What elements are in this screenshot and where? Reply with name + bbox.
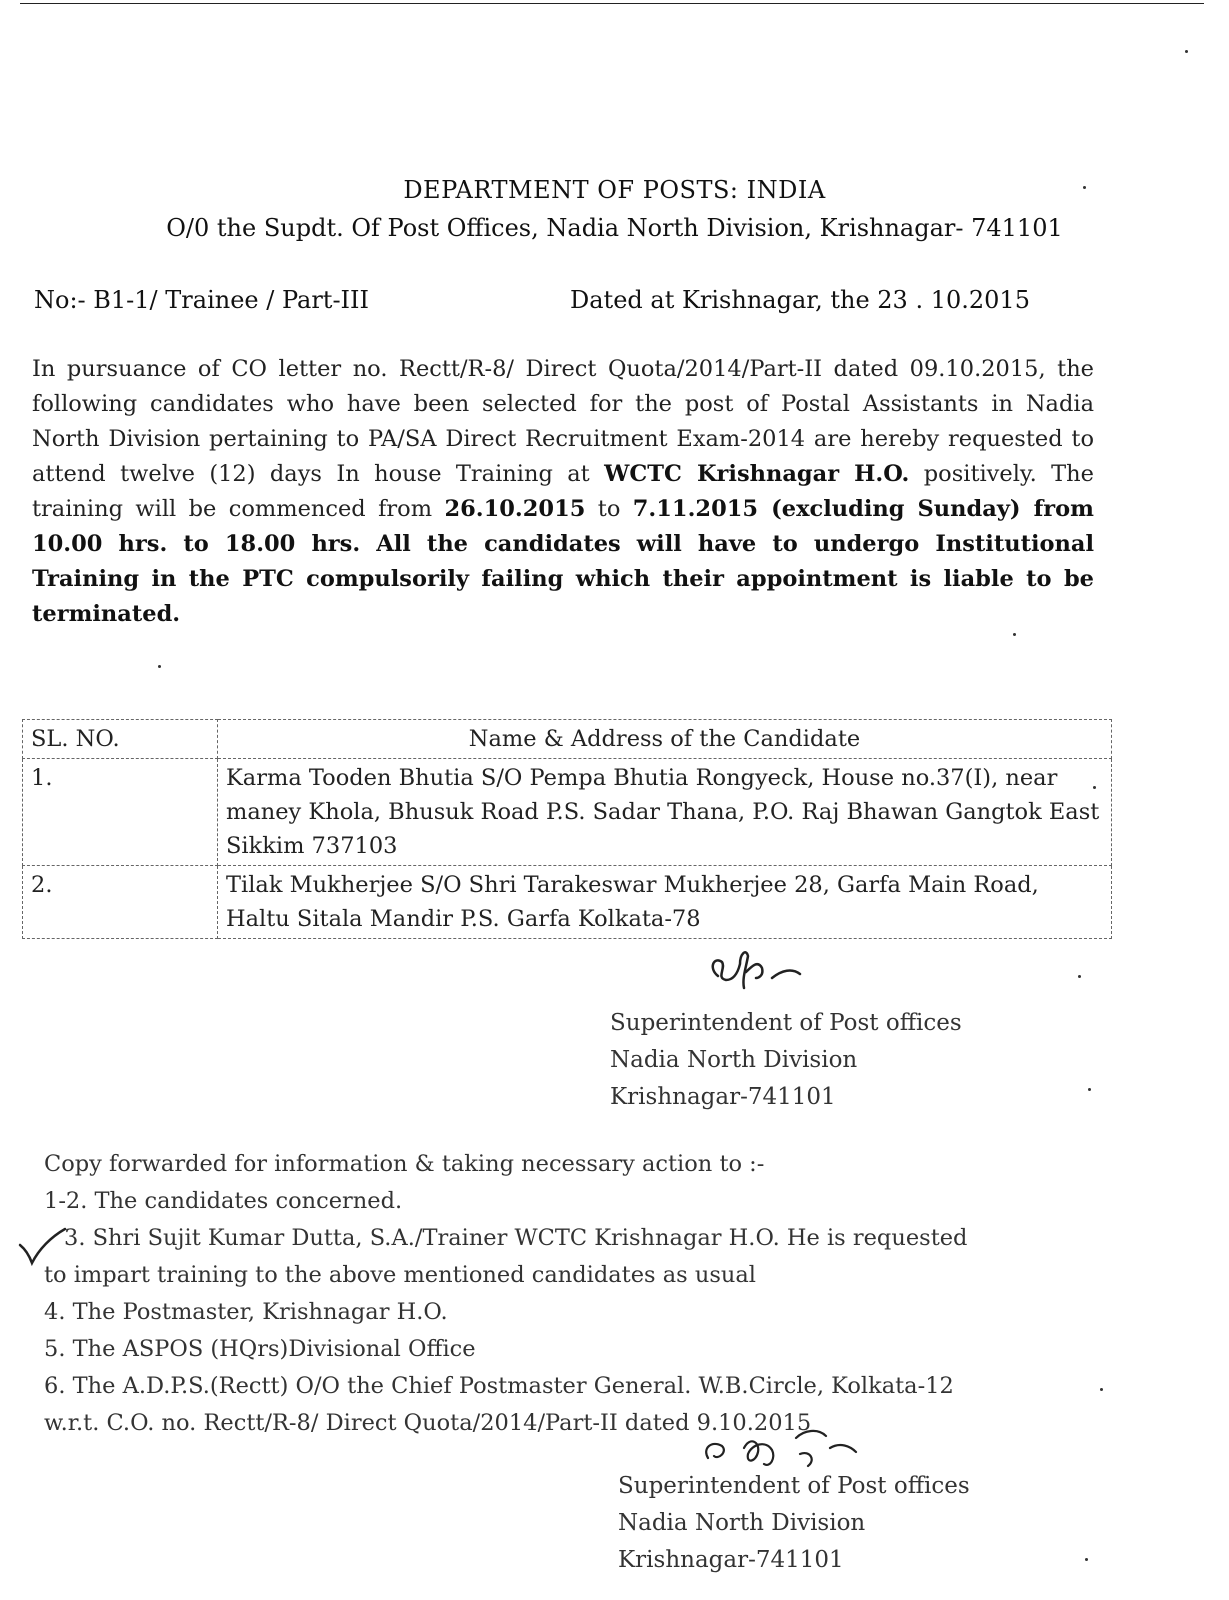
copy-forwarded-section [44,1146,1144,1442]
row-name-address: Karma Tooden Bhutia S/O Pempa Bhutia Rongyeck, House no.37(I), near maney Khola, Bhusuk Road P.S. Sadar Thana, P.O. Raj Bhawan Gangtok East Sikkim 737103 [218,759,1112,866]
body-bold-1: WCTC Krishnagar H.O. [604,461,910,487]
office-heading: O/0 the Supdt. Of Post Offices, Nadia North Division, Krishnagar- 741101 [166,214,1063,242]
signature-block-1 [610,1005,962,1116]
sig1-place: Krishnagar-741101 [610,1084,836,1110]
sig2-division: Nadia North Division [618,1510,866,1536]
department-heading: DEPARTMENT OF POSTS: INDIA [403,176,826,204]
scan-speck [1185,50,1188,53]
body-text-3: to [585,496,633,522]
letter-date: Dated at Krishnagar, the 23 . 10.2015 [570,286,1030,314]
body-text-1: In pursuance of CO letter no. Rectt/R-8/ Direct Quota/2014/Part-II dated 09.10.2015, the following candidates who have been selected for the post of Postal Assistants in Nadia North Division pertaining to PA/SA Direct Recruitment Exam-2014 are hereby requested to attend twelve (12) days In house Training at [32,356,1094,487]
scan-speck [1085,1558,1088,1561]
body-bold-2: 26.10.2015 [444,496,586,522]
scan-speck [1078,975,1081,978]
list-item: 4. The Postmaster, Krishnagar H.O. [44,1299,448,1325]
sig1-designation: Superintendent of Post offices [610,1010,962,1036]
signature-mark-1 [700,938,810,1000]
list-item: 1-2. The candidates concerned. [44,1188,403,1214]
signature-block-2 [618,1468,970,1579]
sig2-designation: Superintendent of Post offices [618,1473,970,1499]
body-bold-3: 7.11.2015 (excluding Sunday) from 10.00 hrs. to 18.00 hrs. All the candidates will have to undergo Institutional Training in the PTC compulsorily failing which their appointment is liable to be terminated. [32,496,1094,627]
body-paragraph [32,352,1094,632]
list-item: 6. The A.D.P.S.(Rectt) O/O the Chief Postmaster General. W.B.Circle, Kolkata-12 [44,1373,954,1399]
scan-speck [1100,1388,1103,1391]
scan-speck [1093,786,1096,789]
scan-top-border [20,3,1204,4]
candidate-table [22,719,1112,939]
row-sl: 1. [23,759,218,866]
table-row [23,759,1112,866]
scan-speck [1088,1088,1091,1091]
table-header-row [23,720,1112,759]
header-name-address: Name & Address of the Candidate [218,720,1112,759]
scan-speck [1083,186,1086,189]
body-text-2: positively. The training will be commenced from [32,461,1094,522]
sig1-division: Nadia North Division [610,1047,858,1073]
checkmark-icon [17,1225,67,1267]
letter-number: No:- B1-1/ Trainee / Part-III [34,286,369,314]
row-sl: 2. [23,866,218,939]
list-item: 5. The ASPOS (HQrs)Divisional Office [44,1336,476,1362]
table-row [23,866,1112,939]
scan-speck [1013,633,1016,636]
scan-speck [158,665,161,668]
list-item: 3. Shri Sujit Kumar Dutta, S.A./Trainer WCTC Krishnagar H.O. He is requested [64,1225,968,1251]
list-item: w.r.t. C.O. no. Rectt/R-8/ Direct Quota/2014/Part-II dated 9.10.2015 [44,1410,812,1436]
row-name-address: Tilak Mukherjee S/O Shri Tarakeswar Mukherjee 28, Garfa Main Road, Haltu Sitala Mandir P.S. Garfa Kolkata-78 [218,866,1112,939]
copy-intro: Copy forwarded for information & taking necessary action to :- [44,1151,765,1177]
header-sl-no: SL. NO. [23,720,218,759]
list-item: to impart training to the above mentioned candidates as usual [44,1262,756,1288]
sig2-place: Krishnagar-741101 [618,1547,844,1573]
